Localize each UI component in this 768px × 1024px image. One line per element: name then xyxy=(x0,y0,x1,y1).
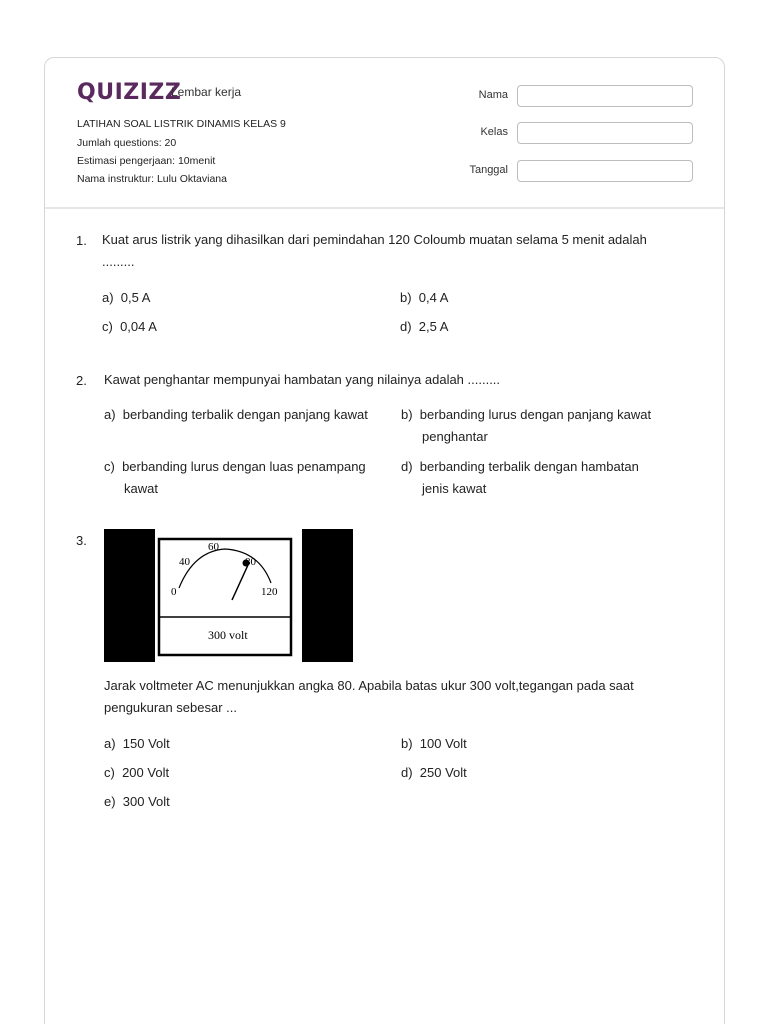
option-c[interactable] xyxy=(102,316,157,338)
option-key: c) xyxy=(104,459,115,474)
option-text-continued: penghantar xyxy=(422,429,488,444)
option-b[interactable] xyxy=(401,733,467,755)
question-text-continued: pengukuran sebesar ... xyxy=(104,700,237,715)
option-key: e) xyxy=(104,794,116,809)
option-c[interactable] xyxy=(104,762,169,784)
option-b[interactable] xyxy=(401,404,701,448)
question-number: 1. xyxy=(76,233,87,248)
option-key: b) xyxy=(401,407,413,422)
quizizz-logo: QUIZIZZ xyxy=(77,80,182,105)
worksheet-header xyxy=(45,58,724,209)
option-d[interactable] xyxy=(400,316,448,338)
option-key: d) xyxy=(400,319,412,334)
scale-label: 40 xyxy=(179,556,190,568)
option-text: berbanding lurus dengan luas penampang xyxy=(122,459,366,474)
option-key: d) xyxy=(401,459,413,474)
voltmeter-figure xyxy=(104,529,353,662)
option-a[interactable] xyxy=(104,733,170,755)
option-text: 0,4 A xyxy=(418,290,449,305)
option-text: 250 Volt xyxy=(419,765,467,780)
option-text: 200 Volt xyxy=(122,765,170,780)
option-a[interactable] xyxy=(102,287,150,309)
date-label: Tanggal xyxy=(469,164,508,176)
worksheet-subtitle: Lembar kerja xyxy=(171,85,242,99)
option-text: 300 Volt xyxy=(122,794,170,809)
option-text: 150 Volt xyxy=(122,736,170,751)
question-number: 3. xyxy=(76,533,87,548)
time-estimate: Estimasi pengerjaan: 10menit xyxy=(77,155,216,167)
option-key: b) xyxy=(400,290,412,305)
worksheet-title: LATIHAN SOAL LISTRIK DINAMIS KELAS 9 xyxy=(77,118,286,130)
option-key: a) xyxy=(104,407,116,422)
option-key: a) xyxy=(104,736,116,751)
instructor-name: Nama instruktur: Lulu Oktaviana xyxy=(77,173,227,185)
option-d[interactable] xyxy=(401,456,701,500)
option-text: berbanding lurus dengan panjang kawat xyxy=(419,407,652,422)
date-field[interactable] xyxy=(517,160,693,182)
name-label: Nama xyxy=(478,89,508,101)
question-text: Kuat arus listrik yang dihasilkan dari pemindahan 120 Coloumb muatan selama 5 menit adalah xyxy=(102,232,647,247)
scale-label: 80 xyxy=(245,556,256,568)
option-text: 2,5 A xyxy=(418,319,449,334)
unit-label: 300 volt xyxy=(208,628,248,642)
option-text: 100 Volt xyxy=(419,736,467,751)
class-label: Kelas xyxy=(480,126,508,138)
black-panel-left xyxy=(104,529,155,662)
option-key: b) xyxy=(401,736,413,751)
black-panel-right xyxy=(302,529,353,662)
question-text-continued: ......... xyxy=(102,254,135,269)
option-key: c) xyxy=(102,319,113,334)
option-b[interactable] xyxy=(400,287,448,309)
question-count: Jumlah questions: 20 xyxy=(77,137,177,149)
option-a[interactable] xyxy=(104,404,399,426)
option-text: 0,5 A xyxy=(120,290,151,305)
option-key: c) xyxy=(104,765,115,780)
option-text: 0,04 A xyxy=(120,319,157,334)
question-text: Kawat penghantar mempunyai hambatan yang nilainya adalah ......... xyxy=(104,372,501,387)
scale-label: 60 xyxy=(208,541,219,553)
scale-label: 0 xyxy=(171,586,177,598)
option-text: berbanding terbalik dengan panjang kawat xyxy=(122,407,368,422)
worksheet xyxy=(44,57,725,1024)
option-c[interactable] xyxy=(104,456,399,500)
option-key: a) xyxy=(102,290,114,305)
name-field[interactable] xyxy=(517,85,693,107)
option-text-continued: kawat xyxy=(124,481,158,496)
class-field[interactable] xyxy=(517,122,693,144)
scale-label: 120 xyxy=(261,586,278,598)
option-key: d) xyxy=(401,765,413,780)
option-d[interactable] xyxy=(401,762,467,784)
option-e[interactable] xyxy=(104,791,170,813)
option-text-continued: jenis kawat xyxy=(422,481,487,496)
option-text: berbanding terbalik dengan hambatan xyxy=(419,459,639,474)
question-number: 2. xyxy=(76,373,87,388)
question-text: Jarak voltmeter AC menunjukkan angka 80. Apabila batas ukur 300 volt,tegangan pada saat xyxy=(104,678,634,693)
